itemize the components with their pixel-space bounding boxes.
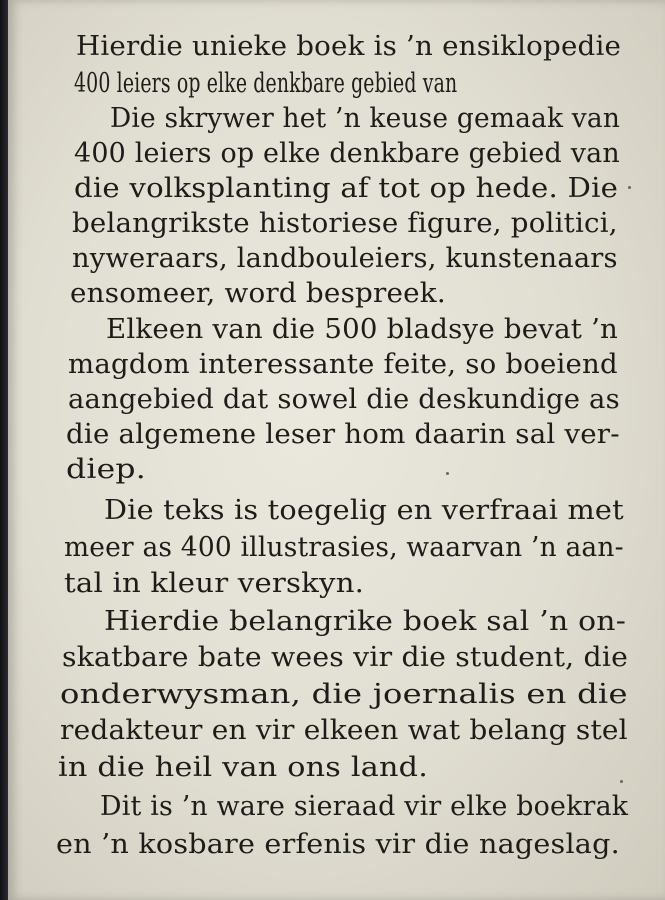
paragraph-5-line-3: onderwysman, die joernalis en die bbox=[60, 679, 628, 710]
paragraph-3-line-4: die algemene leser hom daarin sal ver- bbox=[66, 419, 620, 450]
paragraph-4-line-2: meer as 400 illustrasies, waarvan ’n aan- bbox=[64, 532, 624, 563]
paragraph-4-line-3: tal in kleur verskyn. bbox=[64, 568, 365, 599]
paragraph-6-line-2: en ’n kosbare erfenis vir die nageslag. bbox=[56, 829, 620, 860]
paragraph-5-line-4: redakteur en vir elkeen wat belang stel bbox=[60, 715, 628, 746]
paper-speck bbox=[628, 186, 631, 189]
paragraph-4-line-1: Die teks is toegelig en verfraai met bbox=[104, 495, 624, 526]
paragraph-2-line-4: belangrikste historiese figure, politici, bbox=[72, 208, 618, 239]
paragraph-3-line-2: magdom interessante feite, so boeiend bbox=[68, 349, 618, 380]
paper-speck bbox=[620, 780, 623, 783]
paragraph-5-line-2: skatbare bate wees vir die student, die bbox=[62, 642, 629, 673]
paragraph-2-line-1: Die skrywer het ’n keuse gemaak van bbox=[110, 103, 621, 134]
paragraph-3-line-5: diep. bbox=[66, 454, 146, 485]
paragraph-2-line-3: die volksplanting af tot op hede. Die bbox=[74, 173, 619, 204]
paragraph-1-line-2: 400 leiers op elke denkbare gebied van bbox=[74, 68, 458, 99]
paragraph-5-line-1: Hierdie belangrike boek sal ’n on- bbox=[104, 606, 627, 637]
paper-speck bbox=[446, 472, 449, 475]
book-page bbox=[8, 0, 665, 900]
paragraph-3-line-3: aangebied dat sowel die deskundige as bbox=[68, 384, 620, 415]
book-spine-edge bbox=[0, 0, 8, 900]
paragraph-2-line-5: nyweraars, landbouleiers, kunstenaars bbox=[72, 243, 618, 274]
paragraph-5-line-5: in die heil van ons land. bbox=[58, 752, 429, 783]
paragraph-2-line-2: 400 leiers op elke denkbare gebied van bbox=[74, 138, 620, 169]
paragraph-1-line-1: Hierdie unieke boek is ’n ensiklopedie bbox=[76, 31, 622, 62]
paragraph-6-line-1: Dit is ’n ware sieraad vir elke boekrak bbox=[100, 791, 629, 822]
paragraph-3-line-1: Elkeen van die 500 bladsye bevat ’n bbox=[106, 314, 619, 345]
page-text bbox=[8, 0, 665, 900]
paragraph-2-line-6: ensomeer, word bespreek. bbox=[70, 278, 446, 309]
